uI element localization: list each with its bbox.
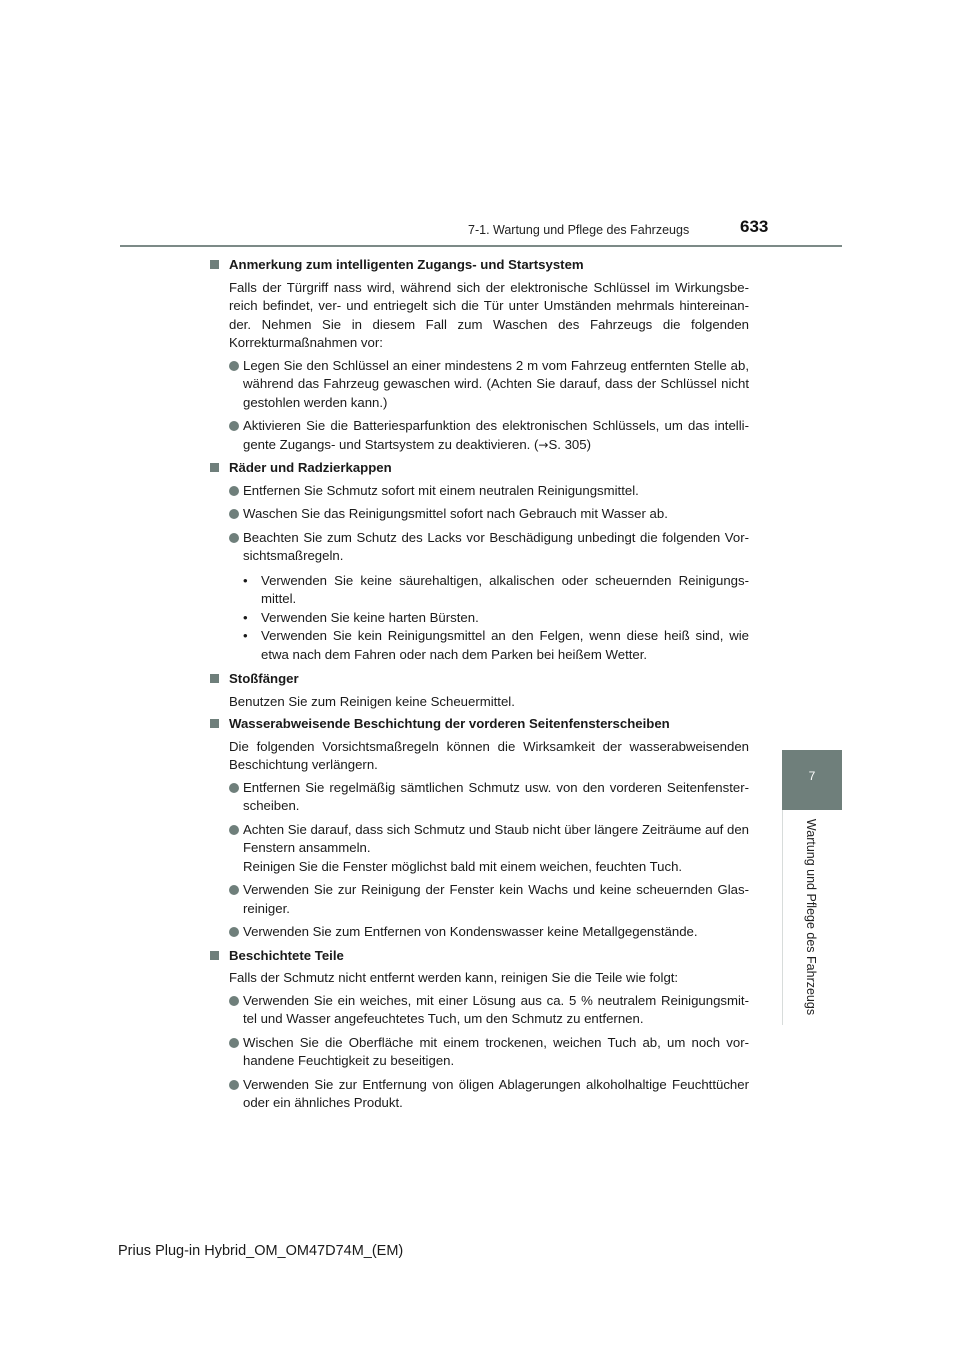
list-item-text: Entfernen Sie regelmäßig sämtlichen Schmutz usw. von den vorderen Seitenfenster-scheiben.: [243, 779, 749, 813]
list-item: [229, 529, 749, 566]
paragraph: Falls der Türgriff nass wird, während sich der elektronische Schlüssel im Wirkungsbe-reich befindet, ver- und entriegelt sich die Tür unter Umständen mehrmals hintereinan-der. Nehmen Sie in diesem Fall zum Waschen des Fahrzeugs die folgenden Korrekturmaßnahmen vor:: [229, 279, 749, 350]
section-title-text: Beschichtete Teile: [229, 947, 344, 963]
sub-list-item: [243, 609, 749, 628]
header-divider: [120, 245, 842, 247]
dot-marker: •: [243, 572, 248, 588]
list-item-text: Beachten Sie zum Schutz des Lacks vor Beschädigung unbedingt die folgenden Vor-sichtsmaßregeln.: [243, 529, 749, 563]
document-footer: Prius Plug-in Hybrid_OM_OM47D74M_(EM): [118, 1243, 404, 1259]
section-title: [209, 947, 749, 966]
list-item-text: Verwenden Sie zur Reinigung der Fenster kein Wachs und keine scheuernden Glas-reiniger.: [243, 882, 749, 916]
sub-list: [209, 572, 749, 665]
chapter-label: Wartung und Pflege des Fahrzeugs: [804, 818, 818, 1016]
list-item-text: Legen Sie den Schlüssel an einer mindestens 2 m vom Fahrzeug entfernten Stelle ab, während das Fahrzeug gewaschen wird. (Achten Sie darauf, dass der Schlüssel nicht gestohlen werden kann.): [243, 357, 749, 410]
list-item: [229, 1076, 749, 1113]
list-item-text: Verwenden Sie zum Entfernen von Kondenswasser keine Metallgegenstände.: [243, 924, 698, 939]
section-smart-key: [209, 256, 749, 454]
sub-list-item: [243, 572, 749, 609]
square-bullet-icon: [210, 719, 219, 728]
list-item-extra-text: Reinigen Sie die Fenster möglichst bald mit einem weichen, feuchten Tuch.: [243, 858, 683, 874]
section-title: [209, 670, 749, 689]
square-bullet-icon: [210, 260, 219, 269]
circle-bullet-icon: [229, 825, 239, 835]
circle-bullet-icon: [229, 361, 239, 371]
section-wheels: [209, 459, 749, 664]
circle-bullet-icon: [229, 927, 239, 937]
section-title-text: Wasserabweisende Beschichtung der vorderen Seitenfensterscheiben: [229, 716, 670, 731]
page-number: 633: [740, 217, 769, 236]
section-header: 7-1. Wartung und Pflege des Fahrzeugs: [468, 223, 690, 237]
square-bullet-icon: [210, 674, 219, 683]
chapter-number: 7: [808, 769, 816, 783]
list-item-text: Waschen Sie das Reinigungsmittel sofort nach Gebrauch mit Wasser ab.: [243, 506, 668, 521]
square-bullet-icon: [210, 951, 219, 960]
circle-bullet-icon: [229, 486, 239, 496]
sub-list-item-text: Verwenden Sie keine harten Bürsten.: [261, 609, 479, 625]
list-item: [229, 923, 749, 942]
circle-bullet-icon: [229, 783, 239, 793]
section-title: [209, 459, 749, 478]
sub-list-item: [243, 627, 749, 664]
circle-bullet-icon: [229, 885, 239, 895]
list-item: [229, 821, 749, 877]
page-content: [209, 256, 749, 1118]
circle-bullet-icon: [229, 533, 239, 543]
sub-list-item-text: Verwenden Sie keine säurehaltigen, alkalischen oder scheuernden Reinigungs-mittel.: [261, 572, 749, 606]
dot-marker: •: [243, 609, 248, 625]
section-title-text: Stoßfänger: [229, 671, 299, 686]
list-item: [229, 357, 749, 413]
list-item: [229, 881, 749, 918]
list-item-text: Entfernen Sie Schmutz sofort mit einem neutralen Reinigungsmittel.: [243, 482, 639, 498]
paragraph: Falls der Schmutz nicht entfernt werden kann, reinigen Sie die Teile wie folgt:: [229, 970, 679, 985]
list-item-text: Wischen Sie die Oberfläche mit einem trockenen, weichen Tuch ab, um noch vor-handene Feuchtigkeit zu beseitigen.: [243, 1034, 749, 1068]
section-water-repellent: [209, 715, 749, 942]
list-item: [229, 505, 749, 524]
list-item: [229, 779, 749, 816]
chapter-tab: [782, 750, 842, 810]
sub-list-item-text: Verwenden Sie kein Reinigungsmittel an den Felgen, wenn diese heiß sind, wie etwa nach dem Fahren oder nach dem Parken bei heißem Wetter.: [261, 628, 749, 662]
list-item: [229, 992, 749, 1029]
section-title-text: Räder und Radzierkappen: [229, 460, 392, 475]
page-reference-link[interactable]: S. 305): [548, 436, 591, 452]
square-bullet-icon: [210, 463, 219, 472]
list-item: [229, 482, 749, 501]
list-item: [229, 417, 749, 454]
circle-bullet-icon: [229, 509, 239, 519]
section-title-text: Anmerkung zum intelligenten Zugangs- und Startsystem: [229, 257, 584, 272]
circle-bullet-icon: [229, 996, 239, 1006]
list-item-text: Verwenden Sie ein weiches, mit einer Lösung aus ca. 5 % neutralem Reinigungsmit-tel und Wasser angefeuchtetes Tuch, um den Schmutz zu entfernen.: [243, 992, 749, 1026]
circle-bullet-icon: [229, 421, 239, 431]
paragraph: Die folgenden Vorsichtsmaßregeln können die Wirksamkeit der wasserabweisenden Beschichtung verlängern.: [229, 738, 749, 772]
paragraph: Benutzen Sie zum Reinigen keine Scheuermittel.: [229, 693, 515, 709]
circle-bullet-icon: [229, 1080, 239, 1090]
list-item: [229, 1034, 749, 1071]
section-title: [209, 715, 749, 734]
section-coated-parts: [209, 947, 749, 1113]
list-item-text: Verwenden Sie zur Entfernung von öligen Ablagerungen alkoholhaltige Feuchttücher oder ein ähnliches Produkt.: [243, 1076, 749, 1110]
section-bumper: [209, 670, 749, 711]
section-title: [209, 256, 749, 275]
list-item-text: Achten Sie darauf, dass sich Schmutz und Staub nicht über längere Zeiträume auf den Fenstern ansammeln.: [243, 821, 749, 855]
list-item-text: Aktivieren Sie die Batteriesparfunktion des elektronischen Schlüssels, um das intelli-gente Zugangs- und Startsystem zu deaktivieren. (: [243, 418, 749, 452]
dot-marker: •: [243, 628, 248, 643]
circle-bullet-icon: [229, 1038, 239, 1048]
arrow-right-icon: →: [538, 437, 549, 452]
